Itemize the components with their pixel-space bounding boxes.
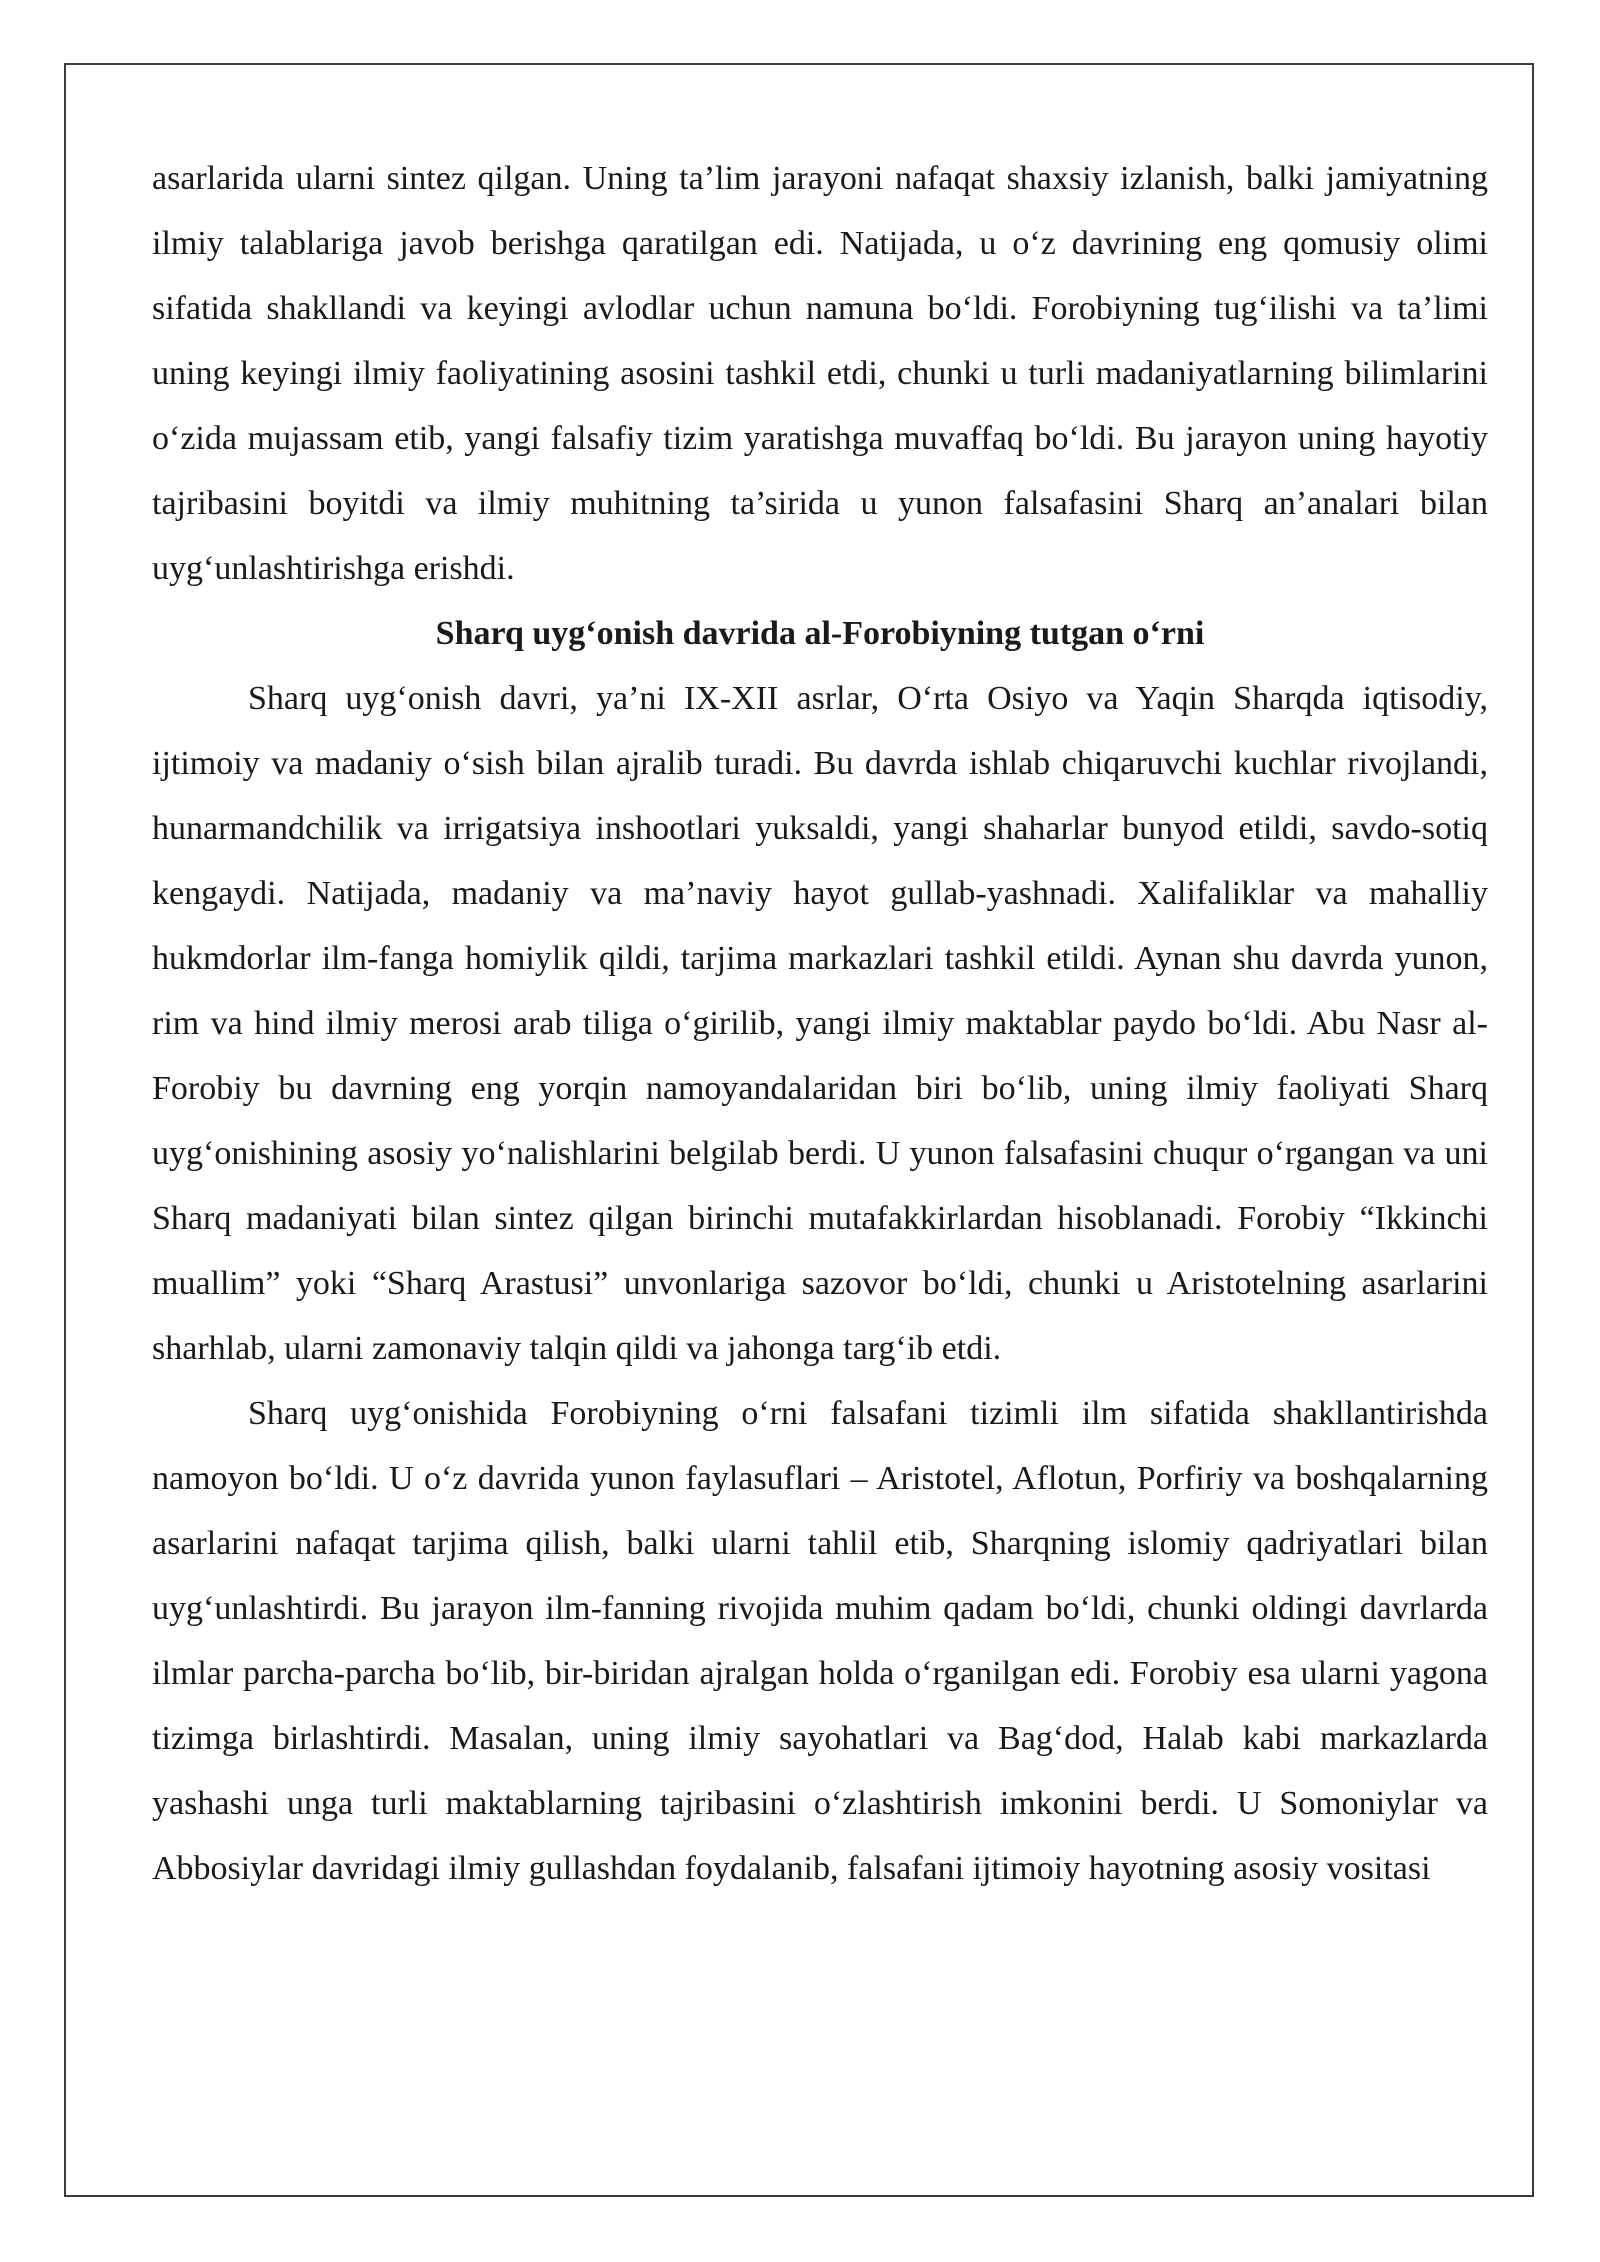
body-paragraph: Sharq uyg‘onish davri, ya’ni IX-XII asrlar, O‘rta Osiyo va Yaqin Sharqda iqtisodiy, ijtimoiy va madaniy o‘sish bilan ajralib turadi. Bu davrda ishlab chiqaruvchi kuchlar rivojlandi, hunarmandchilik va irrigatsiya inshootlari yuksaldi, yangi shaharlar bunyod etildi, savdo-sotiq kengaydi. Natijada, madaniy va ma’naviy hayot gullab-yashnadi. Xalifaliklar va mahalliy hukmdorlar ilm-fanga homiylik qildi, tarjima markazlari tashkil etildi. Aynan shu davrda yunon, rim va hind ilmiy merosi arab tiliga o‘girilib, yangi ilmiy maktablar paydo bo‘ldi. Abu Nasr al-Forobiy bu davrning eng yorqin namoyandalaridan biri bo‘lib, uning ilmiy faoliyati Sharq uyg‘onishining asosiy yo‘nalishlarini belgilab berdi. U yunon falsafasini chuqur o‘rgangan va uni Sharq madaniyati bilan sintez qilgan birinchi mutafakkirlardan hisoblanadi. Forobiy “Ikkinchi muallim” yoki “Sharq Arastusi” unvonlariga sazovor bo‘ldi, chunki u Aristotelning asarlarini sharhlab, ularni zamonaviy talqin qildi va jahonga targ‘ib etdi. bbox=[152, 680, 1488, 1367]
section-heading: Sharq uyg‘onish davrida al-Forobiyning tutgan o‘rni bbox=[435, 615, 1205, 652]
body-paragraph: Sharq uyg‘onishida Forobiyning o‘rni falsafani tizimli ilm sifatida shakllantirishda namoyon bo‘ldi. U o‘z davrida yunon faylasuflari – Aristotel, Aflotun, Porfiriy va boshqalarning asarlarini nafaqat tarjima qilish, balki ularni tahlil etib, Sharqning islomiy qadriyatlari bilan uyg‘unlashtirdi. Bu jarayon ilm-fanning rivojida muhim qadam bo‘ldi, chunki oldingi davrlarda ilmlar parcha-parcha bo‘lib, bir-biridan ajralgan holda o‘rganilgan edi. Forobiy esa ularni yagona tizimga birlashtirdi. Masalan, uning ilmiy sayohatlari va Bag‘dod, Halab kabi markazlarda yashashi unga turli maktablarning tajribasini o‘zlashtirish imkonini berdi. U Somoniylar va Abbosiylar davridagi ilmiy gullashdan foydalanib, falsafani ijtimoiy hayotning asosiy vositasi bbox=[152, 1395, 1488, 1887]
continuation-paragraph: asarlarida ularni sintez qilgan. Uning ta’lim jarayoni nafaqat shaxsiy izlanish, balki jamiyatning ilmiy talablariga javob berishga qaratilgan edi. Natijada, u o‘z davrining eng qomusiy olimi sifatida shakllandi va keyingi avlodlar uchun namuna bo‘ldi. Forobiyning tug‘ilishi va ta’limi uning keyingi ilmiy faoliyatining asosini tashkil etdi, chunki u turli madaniyatlarning bilimlarini o‘zida mujassam etib, yangi falsafiy tizim yaratishga muvaffaq bo‘ldi. Bu jarayon uning hayotiy tajribasini boyitdi va ilmiy muhitning ta’sirida u yunon falsafasini Sharq an’analari bilan uyg‘unlashtirishga erishdi. bbox=[152, 160, 1488, 587]
document-body bbox=[152, 146, 1488, 1901]
